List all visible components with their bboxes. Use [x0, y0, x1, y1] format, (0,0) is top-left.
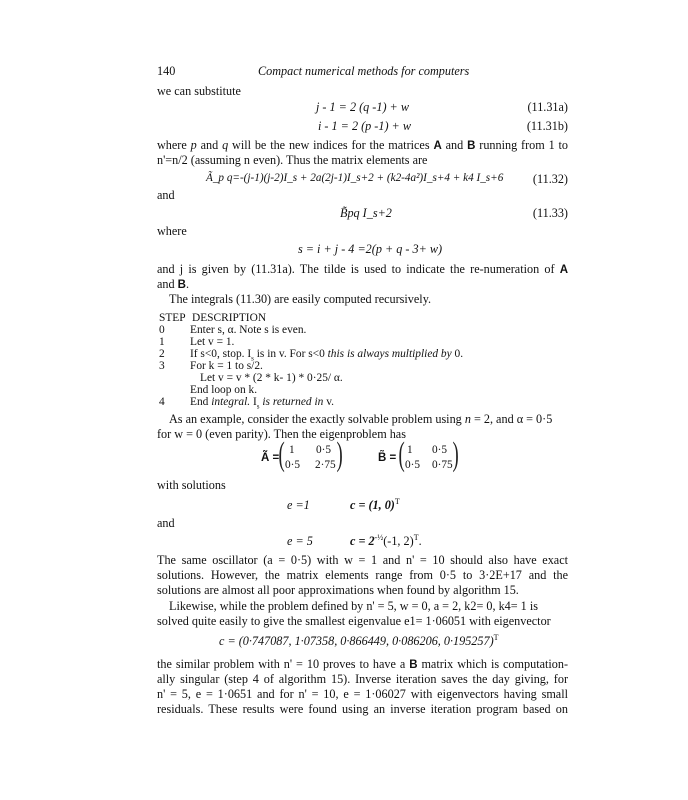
solution-2-eigenvalue: e = 5	[287, 534, 313, 548]
integrals-sentence: The integrals (11.30) are easily computed recursively.	[169, 292, 432, 306]
equation-11-32: Ã_p q=-(j-1)(j-2)I_s + 2a(2j-1)I_s+2 + (k2-4a²)I_s+4 + k4 I_s+6	[206, 172, 504, 184]
matrix-b-cell: 1	[407, 444, 413, 456]
algorithm-step-number: 4	[159, 396, 165, 408]
matrix-b-right-paren: )	[452, 436, 459, 473]
example-line2: for w = 0 (even parity). Then the eigenproblem has	[157, 427, 406, 441]
eigenvector-equation: c = (0·747087, 1·07358, 0·866449, 0·086206, 0·195257)$^T$	[219, 632, 499, 648]
matrix-a-label: Ã =	[261, 452, 280, 464]
matrix-b-label: B̃ =	[378, 452, 397, 464]
paragraph-singular-line: n' = 5, e = 1·0651 and for n' = 10, e = 1·06027 with eigenvectors having small	[157, 687, 568, 701]
matrix-a-cell: 2·75	[315, 459, 336, 471]
example-line1: As an example, consider the exactly solvable problem using n = 2, and α = 0·5	[169, 412, 553, 426]
algorithm-step-text: Enter s, α. Note s is even.	[190, 324, 307, 336]
paragraph-singular-line: ally singular (step 4 of algorithm 15). Inverse iteration saves the day giving, for	[157, 672, 568, 686]
solution-1-eigenvalue: e =1	[287, 498, 310, 512]
paragraph-likewise-line: Likewise, while the problem defined by n' = 5, w = 0, a = 2, k2= 0, k4= 1 is	[169, 599, 538, 613]
algorithm-header-description: DESCRIPTION	[192, 312, 267, 324]
equation-s-definition: s = i + j - 4 =2(p + q - 3+ w)	[298, 242, 443, 256]
matrix-a-cell: 0·5	[316, 444, 332, 456]
paragraph-singular-line: residuals. These results were found using an inverse iteration program based on	[157, 702, 568, 716]
matrix-b-left-paren: (	[398, 436, 405, 473]
paragraph-renumeration-line2: and B.	[157, 277, 190, 291]
matrix-b-cell: 0·5	[405, 459, 421, 471]
paragraph-oscillator-line: solutions. However, the matrix elements range from 0·5 to 3·2E+17 and the	[157, 568, 568, 582]
matrix-a-cell: 0·5	[285, 459, 301, 471]
matrix-a-left-paren: (	[278, 436, 285, 473]
running-title: Compact numerical methods for computers	[258, 64, 470, 78]
algorithm-step-number: 0	[159, 324, 165, 336]
equation-number-11-32: (11.32)	[532, 172, 568, 186]
intro-text: we can substitute	[157, 84, 241, 98]
algorithm-step-text: End integral. $I_s$ is returned in v.	[190, 396, 334, 411]
matrix-b-cell: 0·75	[432, 459, 453, 471]
equation-number-11-31a: (11.31a)	[527, 100, 568, 114]
paragraph-oscillator-line: solutions are almost all poor approximations when found by algorithm 15.	[157, 583, 519, 597]
equation-number-11-31b: (11.31b)	[526, 119, 568, 133]
paragraph-oscillator-line: The same oscillator (a = 0·5) with w = 1 and n' = 10 should also have exact	[157, 553, 568, 567]
algorithm-step-text: If s<0, stop. $I_s$ is in v. For s<0 this is always multiplied by 0.	[190, 348, 464, 363]
algorithm-step-text: Let v = v * (2 * k- 1) * 0·25/ α.	[200, 372, 343, 384]
matrix-a-right-paren: )	[336, 436, 343, 473]
page-number: 140	[157, 64, 176, 78]
algorithm-step-number: 2	[159, 348, 165, 360]
equation-number-11-33: (11.33)	[532, 206, 568, 220]
where-text: where	[157, 224, 187, 238]
paragraph-indices-line2: n'=n/2 (assuming n even). Thus the matrix elements are	[157, 153, 428, 167]
solution-1-eigenvector: c = (1, 0)$^T$	[350, 496, 400, 512]
algorithm-header-step: STEP	[159, 312, 186, 324]
and-text-1: and	[157, 188, 175, 202]
algorithm-step-text: End loop on k.	[190, 384, 258, 396]
and-text-2: and	[157, 516, 175, 530]
paragraph-renumeration-line1: and j is given by (11.31a). The tilde is used to indicate the re-numeration of A	[157, 262, 568, 276]
paragraph-likewise-line: solved quite easily to give the smallest eigenvalue e1= 1·06051 with eigenvector	[157, 614, 551, 628]
with-solutions-text: with solutions	[157, 478, 226, 492]
matrix-b-cell: 0·5	[432, 444, 448, 456]
equation-11-33: B̃pq I_s+2	[340, 206, 392, 220]
algorithm-step-number: 1	[159, 336, 165, 348]
algorithm-step-text: For k = 1 to s/2.	[190, 360, 263, 372]
equation-11-31b: i - 1 = 2 (p -1) + w	[318, 119, 411, 133]
paragraph-indices-line1: where p and q will be the new indices for the matrices A and B running from 1 to	[157, 138, 569, 152]
solution-2-eigenvector: $c = 2^{-\frac{1}{2}}(-1$, 2)$^T$.	[350, 532, 422, 548]
paragraph-singular-line1: the similar problem with n' = 10 proves to have a B matrix which is computation-	[157, 657, 569, 671]
matrix-a-cell: 1	[289, 444, 295, 456]
equation-11-31a: j - 1 = 2 (q -1) + w	[316, 100, 409, 114]
algorithm-step-number: 3	[159, 360, 165, 372]
algorithm-step-text: Let v = 1.	[190, 336, 235, 348]
